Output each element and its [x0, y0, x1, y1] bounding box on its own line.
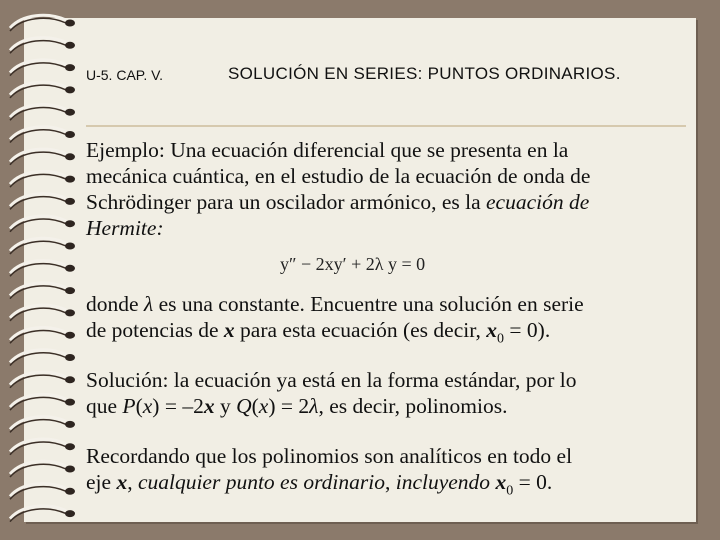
binding-hole [65, 399, 75, 406]
binding-hole [65, 421, 75, 428]
binding-ring [10, 82, 66, 95]
binding-hole [65, 309, 75, 316]
binding-ring [10, 38, 66, 51]
text-line: Solución: la ecuación ya está en la forma estándar, por lo [86, 368, 577, 392]
text-line: de potencias de x para esta ecuación (es decir, $x_0 = 0$). [86, 318, 551, 347]
binding-hole [65, 86, 75, 93]
binding-hole [65, 198, 75, 205]
hermite-equation: y″ − 2xy′ + 2λ y = 0 [280, 254, 426, 274]
constant-paragraph [86, 291, 694, 352]
binding-hole [65, 332, 75, 339]
binding-hole [65, 109, 75, 116]
binding-hole [65, 466, 75, 473]
binding-hole [65, 265, 75, 272]
binding-ring [10, 394, 66, 407]
binding-hole [65, 243, 75, 250]
binding-ring [10, 105, 66, 118]
binding-ring [10, 194, 66, 207]
text-line: eje x, cualquier punto es ordinario, incluyendo $x_0 = 0$. [86, 470, 553, 499]
header-divider [86, 125, 686, 127]
spiral-binding [0, 0, 90, 540]
text-line: mecánica cuántica, en el estudio de la ecuación de onda de [86, 164, 591, 188]
binding-ring [10, 60, 66, 73]
binding-hole [65, 287, 75, 294]
binding-ring [10, 15, 66, 28]
binding-ring [10, 484, 66, 497]
binding-ring [10, 238, 66, 251]
binding-hole [65, 376, 75, 383]
binding-hole [65, 354, 75, 361]
text-line: Ejemplo: Una ecuación diferencial que se presenta en la [86, 138, 569, 162]
text-line: Recordando que los polinomios son analíticos en todo el [86, 444, 573, 468]
unit-label: U-5. CAP. V. [86, 67, 164, 83]
binding-hole [65, 176, 75, 183]
slide-title: SOLUCIÓN EN SERIES: PUNTOS ORDINARIOS. [228, 64, 621, 83]
text-line: Schrödinger para un oscilador armónico, es la ecuación de [86, 190, 590, 214]
binding-hole [65, 64, 75, 71]
text-line: que P(x) = –2x y Q(x) = 2λ, es decir, polinomios. [86, 394, 508, 418]
binding-ring [10, 127, 66, 140]
text-line: donde λ es una constante. Encuentre una solución en serie [86, 292, 584, 316]
binding-ring [10, 328, 66, 341]
slide-header [86, 64, 696, 90]
binding-hole [65, 488, 75, 495]
binding-ring [10, 350, 66, 363]
binding-hole [65, 153, 75, 160]
binding-hole [65, 42, 75, 49]
solution-paragraph [86, 367, 694, 419]
binding-hole [65, 131, 75, 138]
binding-ring [10, 417, 66, 430]
binding-ring [10, 216, 66, 229]
example-paragraph [86, 137, 694, 241]
binding-ring [10, 305, 66, 318]
binding-hole [65, 20, 75, 27]
binding-ring [10, 261, 66, 274]
binding-ring [10, 372, 66, 385]
binding-ring [10, 439, 66, 452]
conclusion-paragraph [86, 443, 694, 504]
binding-ring [10, 506, 66, 519]
binding-hole [65, 443, 75, 450]
binding-ring [10, 283, 66, 296]
text-line: Hermite: [86, 216, 164, 240]
binding-hole [65, 510, 75, 517]
binding-ring [10, 171, 66, 184]
binding-ring [10, 149, 66, 162]
binding-ring [10, 461, 66, 474]
binding-hole [65, 220, 75, 227]
